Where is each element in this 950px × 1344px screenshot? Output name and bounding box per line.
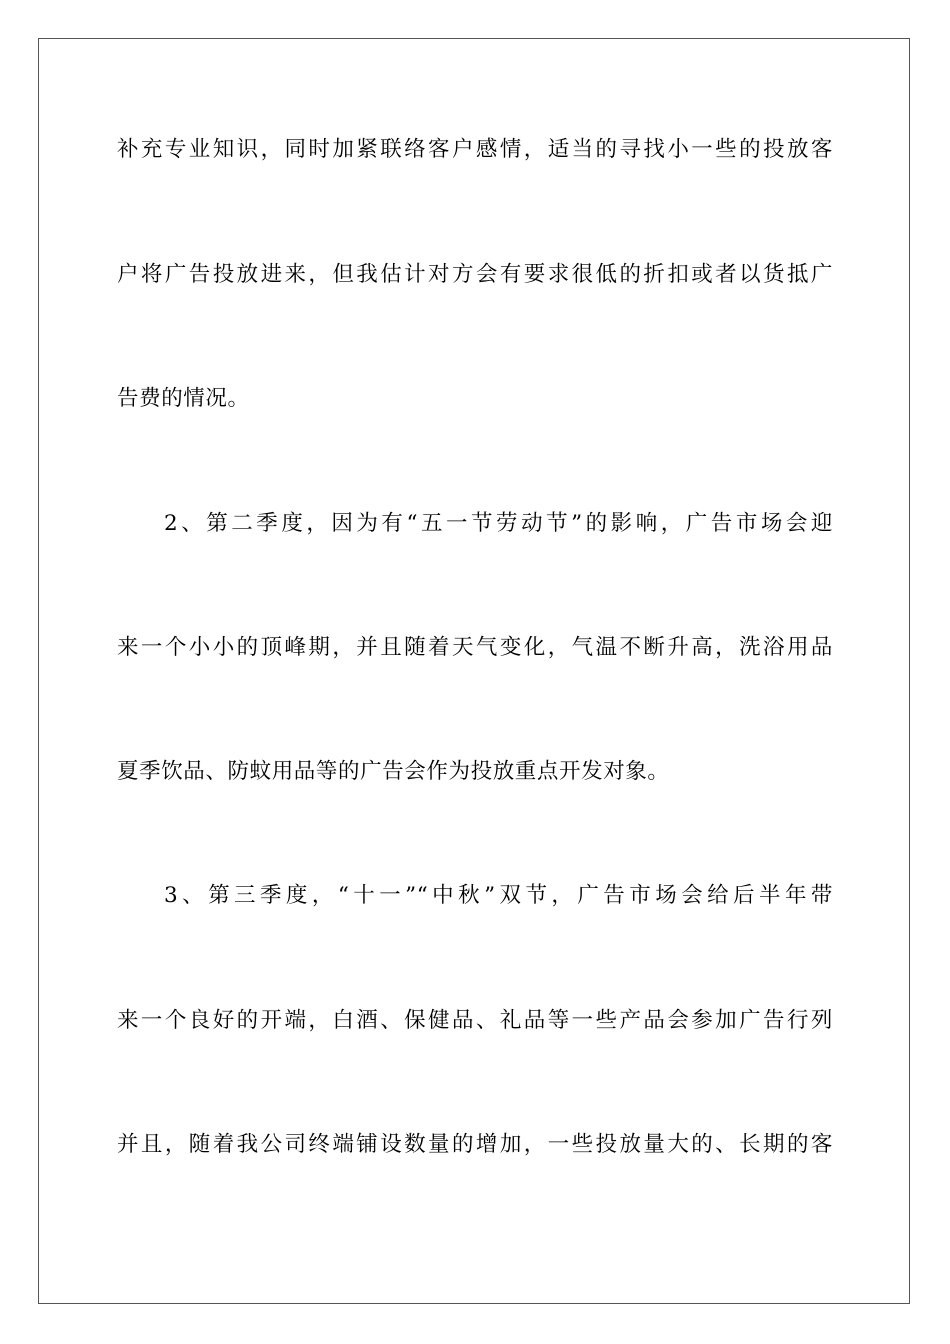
body-text-line: 补充专业知识，同时加紧联络客户感情，适当的寻找小一些的投放客 (117, 137, 833, 162)
body-text-line: 来一个良好的开端，白酒、保健品、礼品等一些产品会参加广告行列 (117, 1008, 833, 1033)
paragraph-2-first-line: 2、第二季度，因为有“五一节劳动节”的影响，广告市场会迎 (164, 511, 833, 536)
page-border (38, 38, 910, 1304)
body-text-line: 并且，随着我公司终端铺设数量的增加，一些投放量大的、长期的客 (117, 1132, 833, 1157)
body-text-line: 来一个小小的顶峰期，并且随着天气变化，气温不断升高，洗浴用品 (117, 635, 833, 660)
body-text-line: 告费的情况。 (117, 386, 250, 411)
body-text-line: 夏季饮品、防蚊用品等的广告会作为投放重点开发对象。 (117, 759, 670, 784)
paragraph-3-first-line: 3、第三季度，“十一”“中秋”双节，广告市场会给后半年带 (164, 883, 833, 908)
body-text-line: 户将广告投放进来，但我估计对方会有要求很低的折扣或者以货抵广 (117, 262, 833, 287)
